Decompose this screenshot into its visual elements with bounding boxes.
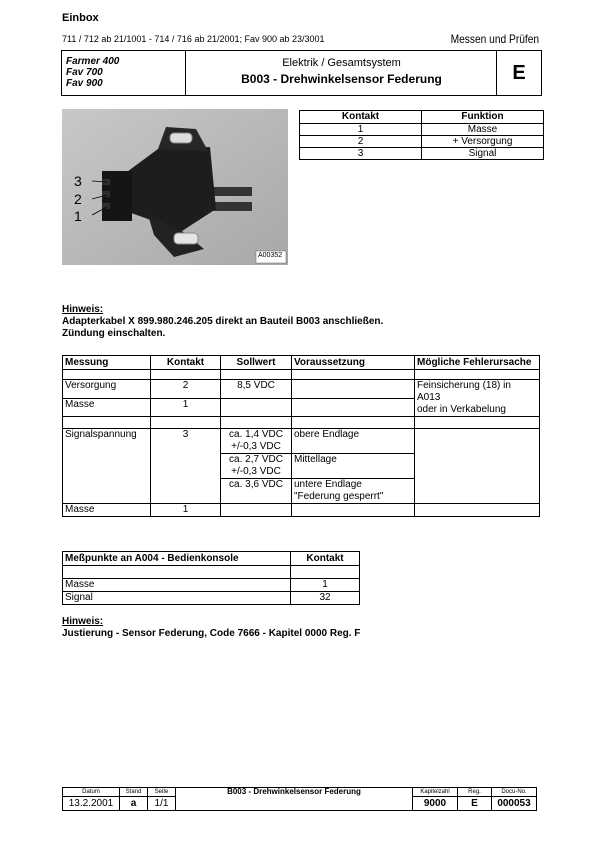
section-letter: E	[512, 62, 526, 84]
footer-date: 13.2.2001	[63, 797, 120, 811]
spacer-row	[63, 417, 540, 429]
contact-function: Signal	[422, 148, 544, 160]
note-adjustment	[62, 616, 360, 640]
footer-title: B003 - Drehwinkelsensor Federung	[176, 788, 413, 811]
measurement-precondition: obere Endlage	[292, 429, 415, 454]
footer-stand: a	[120, 797, 148, 811]
fault-cause: Feinsicherung (18) in A013 oder in Verkabelung	[415, 380, 540, 417]
document-title: B003 - Drehwinkelsensor Federung	[241, 72, 442, 86]
footer-label: Reg.	[458, 788, 492, 797]
contact-function: Masse	[422, 124, 544, 136]
table-row	[63, 380, 540, 399]
footer-label: Docu-No.	[492, 788, 537, 797]
table-header-row	[63, 552, 360, 566]
table-header-row	[63, 356, 540, 370]
sensor-photo	[62, 109, 288, 265]
point-name: Masse	[63, 579, 291, 592]
vehicle-list	[62, 51, 186, 95]
column-header: Voraussetzung	[292, 356, 415, 370]
footer-label-row	[63, 788, 537, 797]
vehicle-item: Fav 700	[66, 67, 103, 78]
measurement-name: Signalspannung	[63, 429, 151, 504]
footer-label: Stand	[120, 788, 148, 797]
column-header: Kontakt	[291, 552, 360, 566]
pin-label: 1	[74, 208, 82, 224]
footer-label: Seite	[148, 788, 176, 797]
column-header: Kontakt	[151, 356, 221, 370]
vehicle-item: Fav 900	[66, 78, 103, 89]
point-contact: 1	[291, 579, 360, 592]
section-title: Messen und Prüfen	[450, 32, 539, 46]
note-heading: Hinweis:	[62, 616, 104, 627]
title-center	[187, 51, 497, 95]
table-row	[300, 124, 544, 136]
brand-name: Einbox	[62, 12, 99, 24]
image-code: A00352	[258, 252, 283, 259]
measurement-precondition	[292, 380, 415, 399]
note-line: Zündung einschalten.	[62, 328, 166, 339]
point-name: Signal	[63, 592, 291, 605]
spacer-row	[63, 370, 540, 380]
table-row	[63, 429, 540, 454]
measurement-table	[62, 355, 540, 517]
measuring-points-table	[62, 551, 360, 605]
sensor-illustration	[62, 109, 288, 265]
footer-docu-no: 000053	[492, 797, 537, 811]
contact-number: 3	[300, 148, 422, 160]
point-contact: 32	[291, 592, 360, 605]
vehicle-item: Farmer 400	[66, 56, 120, 67]
footer-label: Kapitelzahl	[413, 788, 458, 797]
footer-reg: E	[458, 797, 492, 811]
measurement-name: Masse	[63, 504, 151, 517]
measurement-value: ca. 2,7 VDC +/-0,3 VDC	[221, 454, 292, 479]
footer-label: Datum	[63, 788, 120, 797]
fault-cause	[415, 429, 540, 504]
measurement-value: ca. 1,4 VDC +/-0,3 VDC	[221, 429, 292, 454]
measurement-name: Masse	[63, 398, 151, 417]
pin-label: 3	[74, 173, 82, 189]
measurement-value: ca. 3,6 VDC	[221, 479, 292, 504]
contact-number: 1	[300, 124, 422, 136]
table-row	[63, 592, 360, 605]
spacer-row	[63, 566, 360, 579]
measurement-contact: 1	[151, 398, 221, 417]
measurement-precondition: untere Endlage "Federung gesperrt"	[292, 479, 415, 504]
column-header: Meßpunkte an A004 - Bedienkonsole	[63, 552, 291, 566]
contact-table	[299, 110, 544, 160]
measurement-value: 8,5 VDC	[221, 380, 292, 399]
footer-chapter: 9000	[413, 797, 458, 811]
note-line: Justierung - Sensor Federung, Code 7666 - Kapitel 0000 Reg. F	[62, 628, 361, 639]
table-row	[63, 579, 360, 592]
model-range: 711 / 712 ab 21/1001 - 714 / 716 ab 21/2001; Fav 900 ab 23/3001	[62, 34, 325, 44]
title-box	[61, 50, 542, 96]
note-line: Adapterkabel X 899.980.246.205 direkt an Bauteil B003 anschließen.	[62, 316, 384, 327]
table-row	[300, 148, 544, 160]
column-header: Sollwert	[221, 356, 292, 370]
mount-hole-top	[170, 133, 192, 143]
mount-hole-bottom	[174, 233, 198, 244]
column-header: Messung	[63, 356, 151, 370]
contact-function: + Versorgung	[422, 136, 544, 148]
table-row	[300, 136, 544, 148]
footer-page: 1/1	[148, 797, 176, 811]
column-header: Mögliche Fehlerursache	[415, 356, 540, 370]
table-row	[63, 504, 540, 517]
footer-table	[62, 787, 537, 811]
measurement-contact: 1	[151, 504, 221, 517]
table-header-row	[300, 111, 544, 124]
note-heading: Hinweis:	[62, 304, 104, 315]
pin-label: 2	[74, 191, 82, 207]
measurement-precondition: Mittellage	[292, 454, 415, 479]
note-adapter	[62, 304, 383, 340]
measurement-contact: 2	[151, 380, 221, 399]
column-header: Funktion	[422, 111, 544, 124]
measurement-contact: 3	[151, 429, 221, 504]
contact-number: 2	[300, 136, 422, 148]
column-header: Kontakt	[300, 111, 422, 124]
measurement-name: Versorgung	[63, 380, 151, 399]
category-label: Elektrik / Gesamtsystem	[282, 57, 401, 69]
